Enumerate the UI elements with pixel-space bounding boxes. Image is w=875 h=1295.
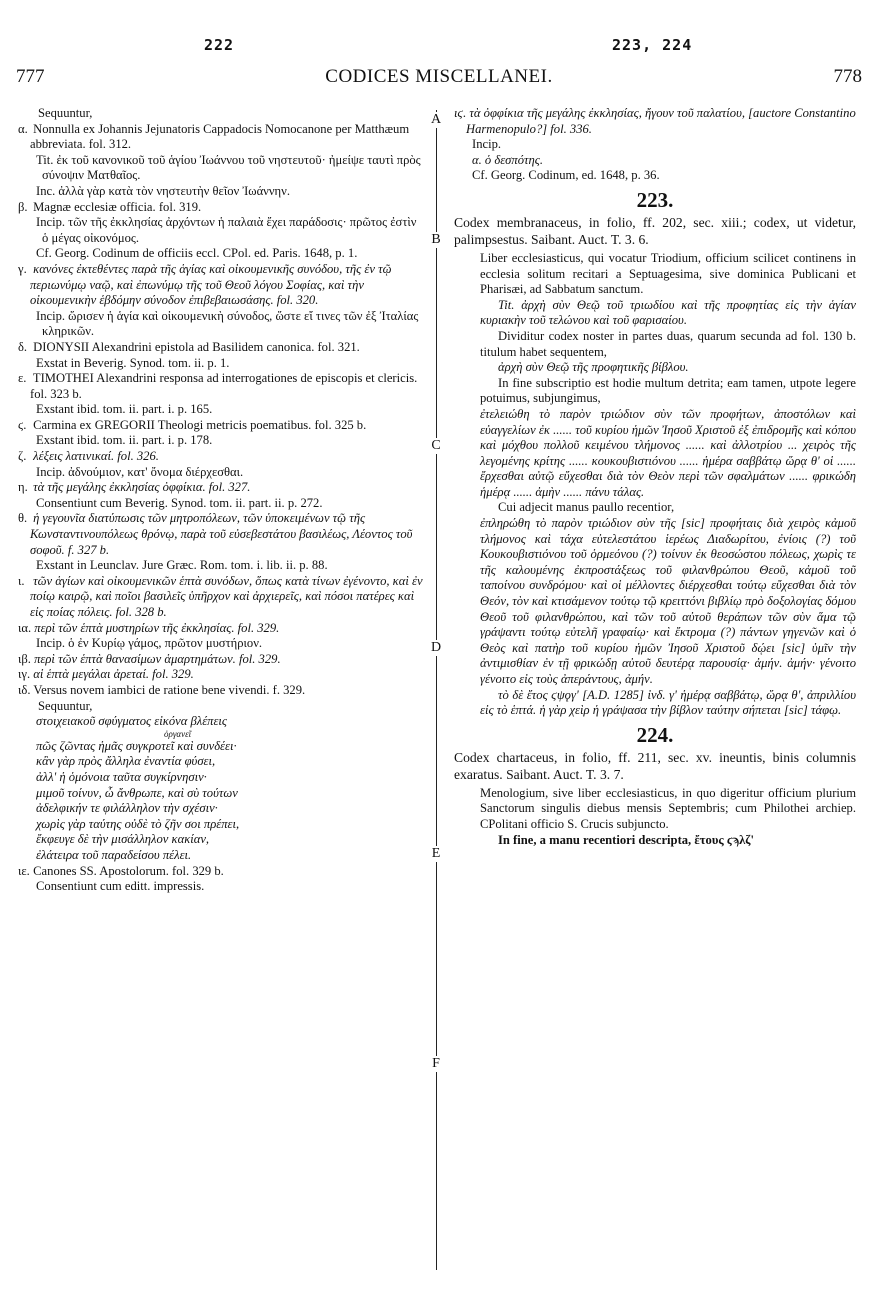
entry-label: ζ.: [18, 449, 27, 464]
handwritten-note-right: 223, 224: [612, 36, 693, 54]
entry-text: αἱ ἑπτὰ μεγάλαι ἀρεταί. fol. 329.: [33, 667, 194, 682]
codex-224-number: 224.: [636, 722, 674, 747]
entry-note: Incip. τῶν τῆς ἐκκλησίας ἀρχόντων ἡ παλαιὰ ἔχει παράδοσις· πρῶτος ἐστὶν ὁ μέγας οἰκονόμος.: [36, 215, 417, 245]
entry-note: Inc. ἀλλὰ γὰρ κατὰ τὸν νηστευτὴν θεῖον Ἰωάννην.: [36, 183, 290, 198]
poem-line: ἀλλ' ἡ ὁμόνοια ταῦτα συγκίρνησιν·: [36, 769, 207, 784]
entry-text: Carmina ex GREGORII Theologi metricis poematibus. fol. 325 b.: [33, 417, 367, 432]
entry-text: Canones SS. Apostolorum. fol. 329 b.: [33, 863, 224, 878]
codex-223-division-greek: ἀρχὴ σὺν Θεῷ τῆς προφητικῆς βίβλου.: [498, 360, 689, 375]
running-title: CODICES MISCELLANEI.: [325, 66, 553, 87]
entry-item: [18, 683, 424, 699]
section-mark-a: A: [425, 112, 447, 128]
poem-gloss: ὀργανεῖ: [164, 728, 192, 739]
entry-note: Exstant ibid. tom. ii. part. i. p. 165.: [36, 402, 213, 417]
poem-line: κἂν γὰρ πρὸς ἄλληλα ἐναντία φύσει,: [36, 754, 216, 769]
poem-line: χωρὶς γὰρ ταύτης οὐδὲ τὸ ζῆν σοι πρέπει,: [36, 816, 240, 831]
poem-first-line: στοιχειακοῦ σφύγματος εἰκόνα βλέπεις: [36, 714, 228, 729]
codex-223-number: 223.: [636, 187, 674, 212]
section-mark-f: F: [425, 1056, 447, 1072]
page-number-right: 778: [833, 66, 862, 87]
page-number-left: 777: [16, 66, 45, 87]
entry-item: [18, 480, 424, 496]
entry-text: TIMOTHEI Alexandrini responsa ad interrogationes de episcopis et clericis. fol. 323 b.: [30, 371, 418, 401]
entry-note: Consentiunt cum Beverig. Synod. tom. ii. part. ii. p. 272.: [36, 495, 323, 510]
entry-incip-greek: α. ὁ δεσπότης.: [472, 152, 543, 167]
left-entries: [18, 122, 424, 699]
section-mark-c: C: [425, 438, 447, 454]
entry-note: Incip. ὁ ἐν Κυρίῳ γάμος, πρῶτον μυστήριον.: [36, 636, 263, 651]
entry-note: Incip. ἀδνούμιον, κατ' ὄνομα διέρχεσθαι.: [36, 464, 244, 479]
column-divider: [436, 110, 437, 1270]
entry-label: ιγ.: [18, 667, 31, 682]
entry-item: [18, 262, 424, 309]
poem-line: ἔκφευγε δὲ τὴν μισάλληλον κακίαν,: [36, 832, 210, 847]
entry-item: [18, 574, 424, 621]
entry-cf: Cf. Georg. Codinum, ed. 1648, p. 36.: [472, 168, 660, 183]
entry-item: [18, 371, 424, 402]
entry-note: Tit. ἐκ τοῦ κανονικοῦ τοῦ ἁγίου Ἰωάννου τοῦ νηστευτοῦ· ἠμείψε ταυτὶ πρὸς σύνοψιν Ματθαῖος.: [36, 152, 421, 183]
entry-canones: [18, 864, 424, 880]
entry-label: α.: [18, 121, 28, 136]
entry-text: Nonnulla ex Johannis Jejunatoris Cappadocis Nomocanone per Matthæum abbreviata. fol. 312.: [30, 121, 410, 152]
sequuntur-heading: Sequuntur,: [38, 106, 93, 120]
entry-text: DIONYSII Alexandrini epistola ad Basilidem canonica. fol. 321.: [33, 339, 360, 354]
entry-note: Incip. ὥρισεν ἡ ἁγία καὶ οἰκουμενικὴ σύνοδος, ὥστε εἴ τινες τῶν ἐξ Ἰταλίας κληρικῶν.: [36, 308, 419, 339]
entry-note: Consentiunt cum editt. impressis.: [36, 879, 205, 894]
entry-text: περὶ τῶν ἑπτὰ θανασίμων ἁμαρτημάτων. fol. 329.: [34, 651, 281, 666]
entry-text: τῶν ἁγίων καὶ οἰκουμενικῶν ἑπτὰ συνόδων, ὅπως κατὰ τίνων ἐγένοντο, καὶ ἐν ποίῳ καιρῷ, καὶ ποῖοι βασιλεῖς ὑπῆρχον καὶ ἀρχιερεῖς, καὶ πόσοι πατέρες καὶ εἰς ποίας πόλεις. fol. 328 b.: [30, 573, 423, 619]
codex-223-addition: ἐπληρώθη τὸ παρὸν τριώδιον σὺν τῆς [sic] προφήταις διὰ χειρὸς κἀμοῦ τλήμονος καὶ τάχα εὐτελεστάτου ἱερέως Διαδωρίτου, ἐνίοις (?) τοῦ Κουκουβιστιόνου τοῦ ὁρμεόνου (?) τοίνυν ἐκ θεοσώστου πόλεως, χωρὶς τε τῆς καλουμένης ἐκπροστάξεως τοῦ φιλανθρώπου Θεοῦ, κἀμοῦ τοῦ ταποίνου συνδρόμου· καὶ οἱ μέλλοντες διέρχεσθαι τούτῳ εὔχεσθαι διὰ τὸν Θεόν, τὸν καὶ κτισάμενον τούτῳ τῷ κρειττόνι βιβλίῳ πρὸ δοξολογίας δόμου Θεοῦ τοῦ φιλανθρώπου, καὶ τῶν τοῦ αὐτοῦ θεράπων τῶν σὺν ἅμα τῷ γράψαντι τούτῳ εὐτελῆ γραφαίῳ· καὶ ἔκτρομα (?) πάντων γηγενῶν καὶ ὁ Θεὸς καὶ πατὴρ τοῦ κυρίου ἡμῶν Ἰησοῦ Χριστοῦ δῴει [sic] ὑμῖν τὴν ἀντιμισθίαν ἐν τῇ φρικώδῃ αὐτοῦ δευτέρᾳ παρουσίᾳ· ἀμήν. ἀμήν· γένοιτο γένοιτο εἰς τοὺς ἀπεράντους, ἀμήν.: [480, 516, 856, 686]
section-mark-d: D: [425, 640, 447, 656]
entry-text: περὶ τῶν ἑπτὰ μυστηρίων τῆς ἐκκλησίας. fol. 329.: [34, 620, 280, 635]
codex-223-addition-intro: Cui adjecit manus paullo recentior,: [498, 500, 675, 515]
entry-incip: Incip.: [472, 137, 502, 152]
entry-note: Exstant ibid. tom. ii. part. i. p. 178.: [36, 433, 213, 448]
codex-223-subscription-intro: In fine subscriptio est hodie multum detrita; eam tamen, utpote legere potuimus, subjungimus,: [480, 375, 856, 406]
entry-label: ϛ.: [18, 417, 27, 432]
entry-text: κανόνες ἐκτεθέντες παρὰ τῆς ἁγίας καὶ οἰκουμενικῆς συνόδου, τῆς ἐν τῷ περιωνύμῳ ναῷ, καὶ ἐπωνύμῳ τῆς τοῦ Θεοῦ λόγου Σοφίας, καὶ τὴν οἰκουμενικὴν ἑβδόμην σύνοδον ἐπιβεβαιωσάσης. fol. 320.: [30, 261, 392, 308]
entry-item: [18, 511, 424, 558]
entry-item: [18, 667, 424, 683]
entry-item: [18, 122, 424, 153]
entry-label: ι.: [18, 573, 25, 588]
entry-label: ιβ.: [18, 651, 31, 666]
section-mark-b: B: [425, 232, 447, 248]
entry-item: [18, 621, 424, 637]
entry-officia: [454, 106, 856, 137]
codex-223-description: Codex membranaceus, in folio, ff. 202, sec. xiii.; codex, ut videtur, palimpsestus. Saibant. Auct. T. 3. 6.: [454, 214, 856, 247]
page-header: [16, 66, 862, 94]
codex-223-date: τὸ δὲ ἔτος ϛψϙγ' [A.D. 1285] ἰνδ. γ' ἡμέρᾳ σαββάτῳ, ὥρᾳ θ', ἀπριλλίου εἰς τὸ ἑπτά. ἡ γὰρ χεὶρ ἡ γράψασα τὴν βίβλον ταύτην σήπεται [sic] τάφῳ.: [480, 687, 856, 718]
entry-label: ε.: [18, 371, 27, 386]
poem: [18, 739, 424, 864]
right-column: [454, 106, 856, 848]
entry-text: τὰ ὀφφίκια τῆς μεγάλης ἐκκλησίας, ἤγουν τοῦ παλατίου, [auctore Constantino Harmenopulo?] fol. 336.: [466, 106, 856, 136]
poem-intro: Sequuntur,: [38, 698, 93, 713]
codex-224-summary: Menologium, sive liber ecclesiasticus, in quo digeritur officium plurium Sanctorum singulis diebus mensis Septembris; cum Philothei archiep. CPolitani officio S. Crucis subjuncto.: [480, 785, 856, 831]
entry-text: λέξεις λατινικαί. fol. 326.: [33, 449, 159, 464]
poem-line: πῶς ζῶντας ἡμᾶς συγκροτεῖ καὶ συνδέει·: [36, 738, 237, 753]
entry-item: [18, 200, 424, 216]
entry-note: Cf. Georg. Codinum de officiis eccl. CPol. ed. Paris. 1648, p. 1.: [36, 246, 358, 261]
codex-223-division: Dividitur codex noster in partes duas, quarum secunda ad fol. 130 b. titulum habet sequentem,: [480, 328, 856, 359]
entry-label: β.: [18, 199, 28, 214]
entry-item: [18, 418, 424, 434]
codex-224-note: In fine, a manu recentiori descripta, ἔτους ϛϡλζ': [498, 832, 755, 847]
section-mark-e: E: [425, 846, 447, 862]
entry-text: Magnæ ecclesiæ officia. fol. 319.: [33, 199, 202, 214]
codex-223-summary: Liber ecclesiasticus, qui vocatur Triodium, officium scilicet continens in ecclesia solitum recitari a Septuagesima, sive dominica Publicani et Pharisæi, ad Sabbatum sanctum.: [480, 250, 856, 297]
codex-223-subscription: ἐτελειώθη τὸ παρὸν τριώδιον σὺν τῶν προφήτων, ἀποστόλων καὶ εὐαγγελίων ἐκ ...... τοῦ κυρίου ἡμῶν Ἰησοῦ Χριστοῦ ἐξ ἐπιδρομῆς καὶ κόπου καὶ μόχθου πολλοῦ κειμένου τλήμονος ...... καὶ ἀλλοτρίου ... χειρὸς τῆς λεγομένης κρίτης ...... κουκουβιστιόνου ...... ἡμέρα σαββάτῳ ὥρᾳ θ' οἱ ...... ἔρχεσθαι αὐτῷ εὔχεσθαι διὰ τὸν Θεὸν περὶ τῶν σφαλμάτων ...... φρικώδη ἡμέρᾳ ...... ἀμὴν ...... πάνυ τάλας.: [480, 406, 856, 499]
poem-line: ἀδελφικήν τε φιλάλληλον τὴν σχέσιν·: [36, 801, 218, 816]
entry-label: ιδ.: [18, 682, 31, 697]
entry-text: Versus novem iambici de ratione bene vivendi. f. 329.: [33, 682, 306, 697]
entry-label: δ.: [18, 339, 28, 354]
entry-label: η.: [18, 480, 28, 495]
entry-label: γ.: [18, 261, 27, 276]
entry-label: ιε.: [18, 863, 30, 878]
poem-line: μιμοῦ τοίνυν, ὦ ἄνθρωπε, καὶ σὺ τούτων: [36, 785, 238, 800]
poem-line: ἐλάτειρα τοῦ παραδείσου πέλει.: [36, 847, 192, 862]
entry-label: ιϛ.: [454, 106, 467, 120]
entry-label: ια.: [18, 620, 32, 635]
entry-item: [18, 652, 424, 668]
handwritten-note-left: 222: [204, 36, 235, 54]
entry-note: Exstat in Beverig. Synod. tom. ii. p. 1.: [36, 355, 230, 370]
entry-text: τὰ τῆς μεγάλης ἐκκλησίας ὀφφίκια. fol. 327.: [33, 480, 251, 495]
left-column: [18, 106, 424, 895]
entry-text: ἡ γεγουνῖα διατύπωσις τῶν μητροπόλεων, τῶν ὑποκειμένων τῷ τῆς Κωνσταντινουπόλεως θρόνῳ, παρὰ τοῦ εὐσεβεστάτου βασιλέως, Λέοντος τοῦ σοφοῦ. f. 327 b.: [30, 511, 413, 557]
entry-item: [18, 340, 424, 356]
codex-224-description: Codex chartaceus, in folio, ff. 211, sec. xv. ineuntis, binis columnis exaratus. Saibant. Auct. T. 3. 7.: [454, 749, 856, 782]
entry-note: Exstant in Leunclav. Jure Græc. Rom. tom. i. lib. ii. p. 88.: [36, 558, 328, 573]
entry-item: [18, 449, 424, 465]
codex-223-title: Tit. ἀρχὴ σὺν Θεῷ τοῦ τριωδίου καὶ τῆς προφητίας εἰς τὴν ἁγίαν κυριακὴν τοῦ τελώνου καὶ τοῦ φαρισαίου.: [480, 297, 856, 328]
entry-label: θ.: [18, 511, 28, 526]
